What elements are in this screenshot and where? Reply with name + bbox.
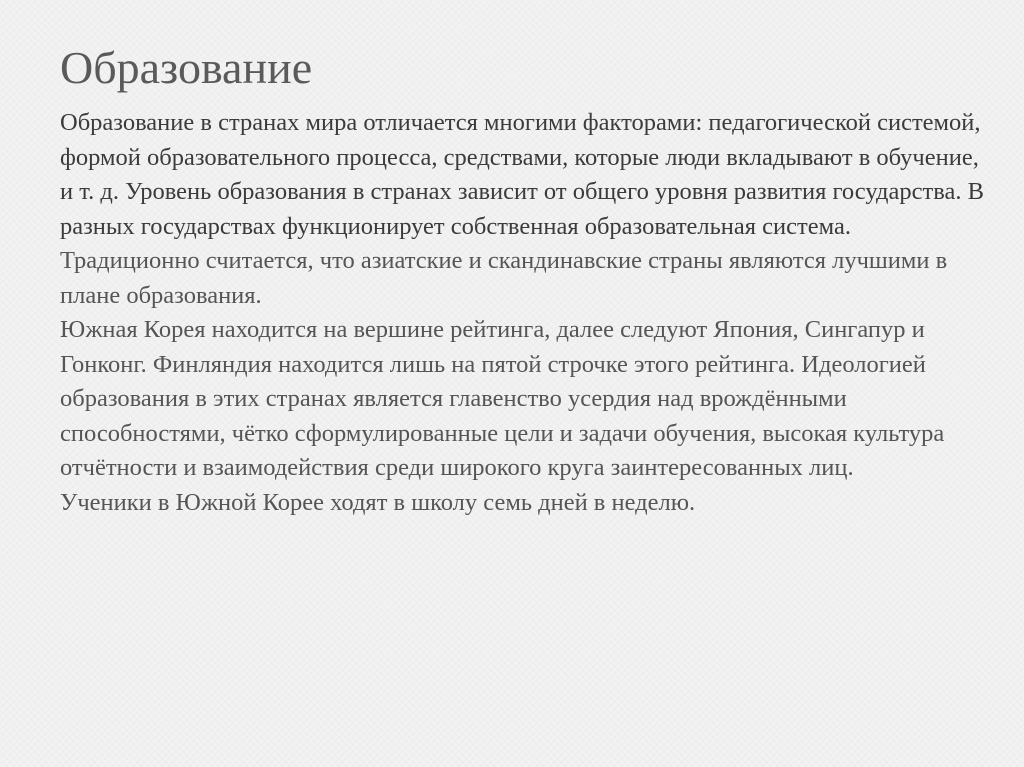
slide-title: Образование	[60, 42, 313, 93]
paragraph-korea-school-week: Ученики в Южной Корее ходят в школу семь дней в неделю.	[60, 488, 696, 516]
paragraph-asian-scandinavian: Традиционно считается, что азиатские и скандинавские страны являются лучшими в плане образования.	[60, 247, 948, 309]
slide-body	[60, 106, 990, 520]
slide	[60, 40, 990, 520]
paragraph-intro: Образование в странах мира отличается многими факторами: педагогической системой, формой образовательного процесса, средствами, которые люди вкладывают в обучение, и т. д. Уровень образования в странах зависит от общего уровня развития государства. В разных государствах функционирует собственная образовательная система.	[60, 109, 984, 240]
paragraph-rating: Южная Корея находится на вершине рейтинга, далее следуют Япония, Сингапур и Гонконг. Финляндия находится лишь на пятой строчке этого рейтинга. Идеологией образования в этих странах является главенство усердия над врождёнными способностями, чётко сформулированные цели и задачи обучения, высокая культура отчётности и взаимодействия среди широкого круга заинтересованных лиц.	[60, 316, 945, 481]
